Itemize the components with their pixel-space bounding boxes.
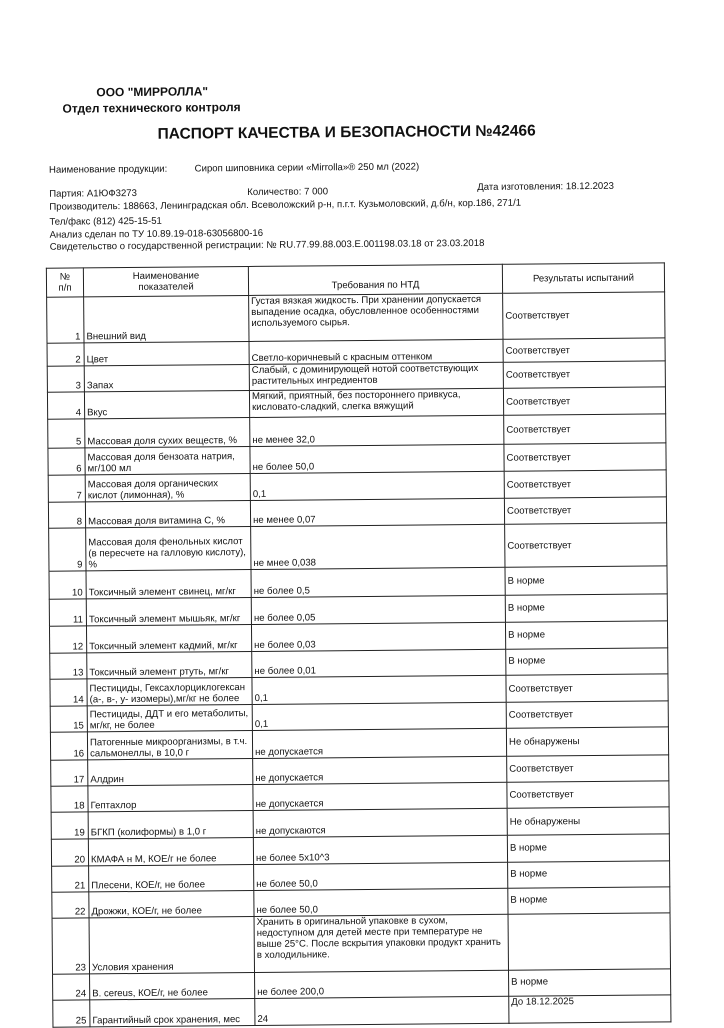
row-indicator: Пестициды, ДДТ и его метаболиты, мг/кг, не более: [87, 704, 252, 731]
registration-line: Свидетельство о государственной регистрации: № RU.77.99.88.003.Е.001198.03.18 от 23.03.2018: [49, 237, 485, 253]
row-indicator: B. cereus, КОЕ/г, не более: [90, 972, 255, 999]
row-result: Соответствует: [503, 361, 665, 388]
row-indicator: Внешний вид: [84, 295, 249, 342]
row-result: До 18.12.2025: [509, 995, 671, 1023]
row-indicator: Пестициды, Гексахлорциклогексан (а-, в-, у- изомеры),мг/кг не более: [87, 677, 252, 705]
row-indicator: Вкус: [84, 390, 249, 418]
product-line: [49, 161, 419, 175]
row-requirement: не более 50,0: [254, 888, 508, 916]
row-indicator: Цвет: [84, 341, 249, 365]
row-requirement: не более 200,0: [255, 970, 509, 998]
row-result: Соответствует: [503, 338, 665, 362]
row-result: Соответствует: [507, 781, 669, 808]
row-number: 5: [48, 419, 85, 448]
row-result: Соответствует: [506, 674, 668, 702]
company-name: ООО "МИРРОЛЛА": [96, 84, 209, 100]
row-requirement: не более 50,0: [254, 862, 508, 890]
manufacturer-value: 188663, Ленинградская обл. Всеволожский р-н, п.г.т. Кузьмоловский, д.б/н, кор.186, 271/1: [122, 197, 522, 213]
department-name: Отдел технического контроля: [62, 100, 241, 116]
table-row: [52, 913, 670, 974]
row-result: В норме: [505, 594, 667, 622]
manufacturer-line: [49, 198, 521, 213]
row-result: В норме: [505, 566, 667, 595]
row-number: 16: [50, 732, 87, 760]
row-result: Соответствует: [504, 497, 666, 524]
row-number: 15: [50, 706, 87, 732]
row-number: 11: [49, 599, 86, 626]
row-number: 22: [52, 892, 89, 918]
row-number: 4: [47, 392, 84, 419]
row-requirement: не более 0,5: [251, 567, 505, 597]
production-date-line: [477, 181, 614, 193]
row-result: Соответствует: [504, 470, 666, 498]
row-indicator: БГКП (колиформы) в 1,0 г: [88, 810, 253, 838]
row-requirement: не более 0,03: [251, 622, 505, 651]
row-result: В норме: [507, 834, 669, 862]
row-result: Соответствует: [506, 701, 668, 728]
row-requirement: не мнее 0,038: [251, 524, 505, 569]
row-requirement: не менее 0,07: [250, 498, 504, 526]
row-requirement: не более 50,0: [250, 444, 504, 473]
row-indicator: Массовая доля сухих веществ, %: [85, 417, 250, 447]
row-number: 17: [51, 760, 88, 786]
row-requirement: не допускается: [253, 782, 507, 810]
product-value: Сироп шиповника серии «Mirrolla»® 250 мл (2022): [194, 161, 420, 175]
production-date-label: Дата изготовления:: [477, 181, 564, 193]
row-result: Соответствует: [504, 443, 666, 471]
quantity-value: 7 000: [304, 186, 329, 198]
row-number: 10: [49, 571, 86, 599]
row-number: 23: [52, 918, 89, 974]
row-result: В норме: [509, 969, 671, 996]
row-indicator: Плесени, КОЕ/г, не более: [89, 864, 254, 891]
row-number: 2: [47, 343, 84, 366]
row-requirement: 0,1: [252, 675, 506, 704]
row-number: 19: [51, 812, 88, 839]
table-row: [53, 995, 671, 1027]
product-label: Наименование продукции:: [48, 163, 168, 176]
row-result: Не обнаружены: [507, 807, 669, 835]
row-indicator: Массовая доля фенольных кислот (в пересчете на галловую кислоту), %: [86, 526, 251, 570]
row-number: 6: [48, 448, 85, 475]
row-number: 20: [51, 839, 88, 866]
row-requirement: не допускается: [253, 756, 507, 784]
row-number: 1: [47, 297, 84, 343]
table-row: [47, 292, 665, 343]
row-result: В норме: [508, 861, 670, 888]
row-requirement: не допускаются: [253, 808, 507, 837]
row-indicator: Гептахлор: [88, 784, 253, 811]
row-indicator: Токсичный элемент мышьяк, мг/кг: [86, 597, 251, 625]
row-indicator: Условия хранения: [89, 916, 254, 973]
row-number: 7: [48, 475, 85, 502]
row-number: 13: [50, 653, 87, 679]
row-requirement: не допускается: [252, 728, 506, 758]
header-name: Наименование показателей: [83, 266, 248, 296]
quantity-line: [247, 186, 328, 198]
row-number: 21: [52, 866, 89, 892]
row-requirement: 24: [255, 996, 509, 1025]
manufacturer-label: Производитель:: [49, 201, 121, 213]
quality-table: [46, 262, 672, 1027]
row-indicator: Токсичный элемент свинец, мг/кг: [86, 569, 251, 598]
row-indicator: Запах: [84, 364, 249, 391]
row-number: 3: [47, 366, 84, 392]
row-result: Соответствует: [503, 387, 665, 415]
row-result: В норме: [506, 648, 668, 675]
batch-line: [49, 188, 137, 200]
table-row: [49, 523, 667, 571]
row-result: [508, 913, 670, 970]
row-number: 24: [53, 974, 90, 1000]
row-result: Соответствует: [503, 292, 665, 339]
row-number: 12: [49, 626, 86, 653]
row-requirement: Светло-коричневый с красным оттенком: [249, 339, 503, 364]
row-number: 9: [49, 528, 86, 571]
phone-line: Тел/факс (812) 425-15-51: [49, 215, 162, 228]
row-indicator: КМАФА н М, КОЕ/г не более: [88, 837, 253, 865]
row-indicator: Токсичный элемент кадмий, мг/кг: [86, 624, 251, 652]
row-requirement: не более 5х10^3: [253, 835, 507, 864]
row-requirement: Мягкий, приятный, без постороннего привкуса, кисловато-сладкий, слегка вяжущий: [249, 388, 503, 417]
production-date-value: 18.12.2023: [565, 180, 614, 193]
row-requirement: 0,1: [252, 702, 506, 730]
row-indicator: Гарантийный срок хранения, мес: [90, 998, 255, 1026]
row-indicator: Массовая доля органических кислот (лимонная), %: [85, 473, 250, 501]
row-result: Не обнаружены: [506, 727, 668, 756]
row-requirement: не менее 32,0: [250, 415, 504, 446]
analysis-line: Анализ сделан по ТУ 10.89.19-018-63056800-16: [49, 227, 264, 241]
row-indicator: Дрожжи, КОЕ/г, не более: [89, 890, 254, 917]
row-requirement: Хранить в оригинальной упаковке в сухом, недоступном для детей месте при температуре не выше 25°С. После вскрытия упаковки продукт хранить в холодильнике.: [254, 914, 508, 972]
row-requirement: 0,1: [250, 471, 504, 500]
batch-label: Партия:: [49, 188, 85, 200]
row-result: В норме: [508, 887, 670, 914]
header-results: Результаты испытаний: [502, 263, 664, 293]
row-indicator: Токсичный элемент ртуть, мг/кг: [87, 651, 252, 678]
row-indicator: Патогенные микроорганизмы, в т.ч. сальмонеллы, в 10,0 г: [87, 730, 252, 759]
document-title: ПАСПОРТ КАЧЕСТВА И БЕЗОПАСНОСТИ №42466: [157, 122, 536, 143]
row-result: В норме: [505, 621, 667, 649]
row-number: 25: [53, 1000, 90, 1027]
batch-value: А1ЮФ3273: [86, 187, 137, 200]
header-requirements: Требования по НТД: [248, 264, 502, 295]
row-requirement: не более 0,01: [252, 649, 506, 677]
row-requirement: не более 0,05: [251, 595, 505, 624]
row-indicator: Алдрин: [88, 758, 253, 785]
row-result: Соответствует: [507, 755, 669, 782]
header-num: № п/п: [46, 268, 83, 297]
row-indicator: Массовая доля витамина С, %: [85, 500, 250, 527]
row-result: Соответствует: [504, 414, 666, 444]
row-requirement: Густая вязкая жидкость. При хранении допускается выпадение осадка, обусловленное особенностями используемого сырья.: [249, 293, 503, 341]
row-number: 8: [48, 502, 85, 528]
row-requirement: Слабый, с доминирующей нотой соответствующих растительных ингредиентов: [249, 362, 503, 390]
row-indicator: Массовая доля бензоата натрия, мг/100 мл: [85, 446, 250, 474]
row-result: Соответствует: [505, 523, 667, 567]
row-number: 18: [51, 786, 88, 812]
row-number: 14: [50, 679, 87, 706]
quantity-label: Количество:: [247, 186, 302, 198]
